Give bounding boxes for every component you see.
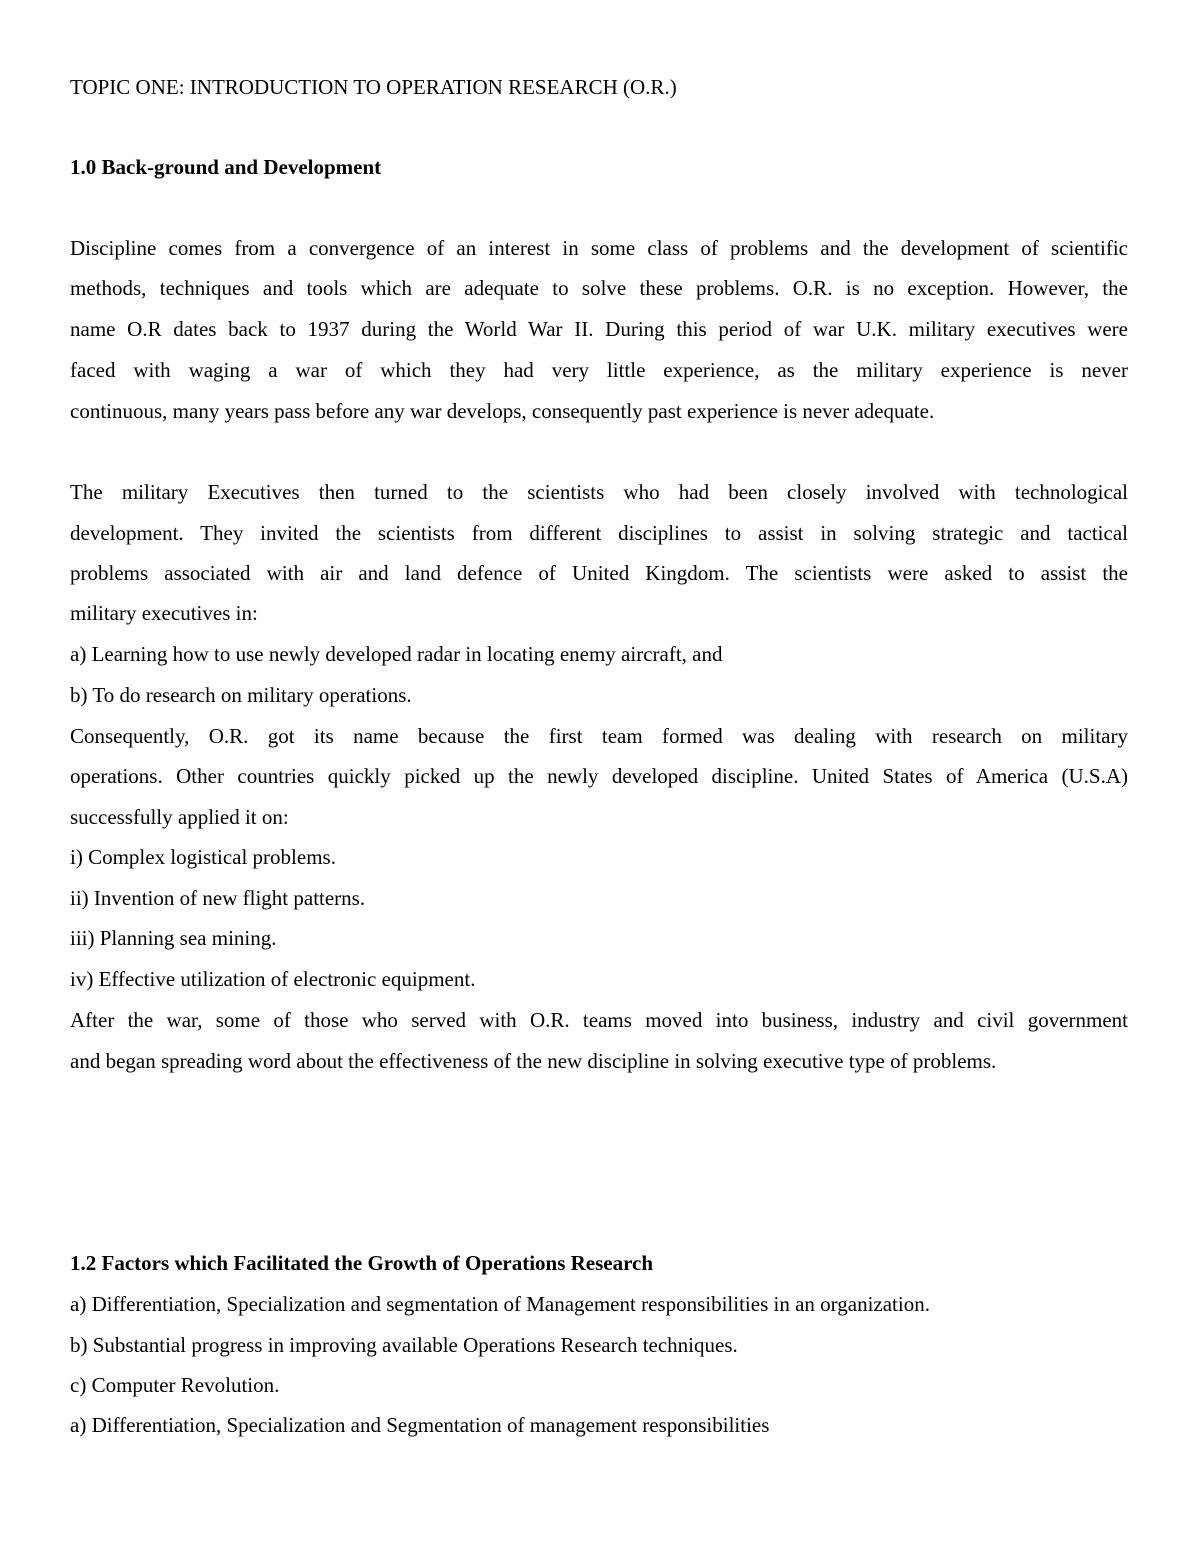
paragraph-line: continuous, many years pass before any war develops, consequently past experience is never adequate. [70, 399, 935, 423]
list-item: b) Substantial progress in improving available Operations Research techniques. [70, 1333, 738, 1357]
paragraph-line: Discipline comes from a convergence of an interest in some class of problems and the development of scientific [70, 236, 1128, 260]
paragraph-line: After the war, some of those who served with O.R. teams moved into business, industry and civil government [70, 1008, 1128, 1032]
paragraph-line: name O.R dates back to 1937 during the World War II. During this period of war U.K. military executives were [70, 317, 1128, 341]
list-item: iv) Effective utilization of electronic equipment. [70, 967, 476, 991]
paragraph-line: development. They invited the scientists from different disciplines to assist in solving strategic and tactical [70, 521, 1128, 545]
paragraph-line: The military Executives then turned to the scientists who had been closely involved with technological [70, 480, 1128, 504]
paragraph-line: faced with waging a war of which they had very little experience, as the military experience is never [70, 358, 1128, 382]
list-item: a) Differentiation, Specialization and Segmentation of management responsibilities [70, 1413, 770, 1437]
list-item: ii) Invention of new flight patterns. [70, 886, 366, 910]
paragraph-line: operations. Other countries quickly picked up the newly developed discipline. United States of America (U.S.A) [70, 764, 1128, 788]
section-heading-factors: 1.2 Factors which Facilitated the Growth of Operations Research [70, 1251, 654, 1275]
list-item: a) Learning how to use newly developed radar in locating enemy aircraft, and [70, 642, 723, 666]
paragraph-line: and began spreading word about the effectiveness of the new discipline in solving executive type of problems. [70, 1049, 997, 1073]
list-item: c) Computer Revolution. [70, 1373, 280, 1397]
paragraph-line: problems associated with air and land defence of United Kingdom. The scientists were asked to assist the [70, 561, 1128, 585]
section-heading-background: 1.0 Back-ground and Development [70, 155, 382, 179]
paragraph-line: Consequently, O.R. got its name because the first team formed was dealing with research on military [70, 724, 1128, 748]
topic-title: TOPIC ONE: INTRODUCTION TO OPERATION RESEARCH (O.R.) [70, 75, 677, 99]
list-item: a) Differentiation, Specialization and segmentation of Management responsibilities in an organization. [70, 1292, 930, 1316]
paragraph-line: methods, techniques and tools which are adequate to solve these problems. O.R. is no exception. However, the [70, 276, 1128, 300]
list-item: iii) Planning sea mining. [70, 926, 277, 950]
paragraph-line: military executives in: [70, 601, 258, 625]
list-item: b) To do research on military operations. [70, 683, 412, 707]
paragraph-line: successfully applied it on: [70, 805, 289, 829]
list-item: i) Complex logistical problems. [70, 845, 336, 869]
